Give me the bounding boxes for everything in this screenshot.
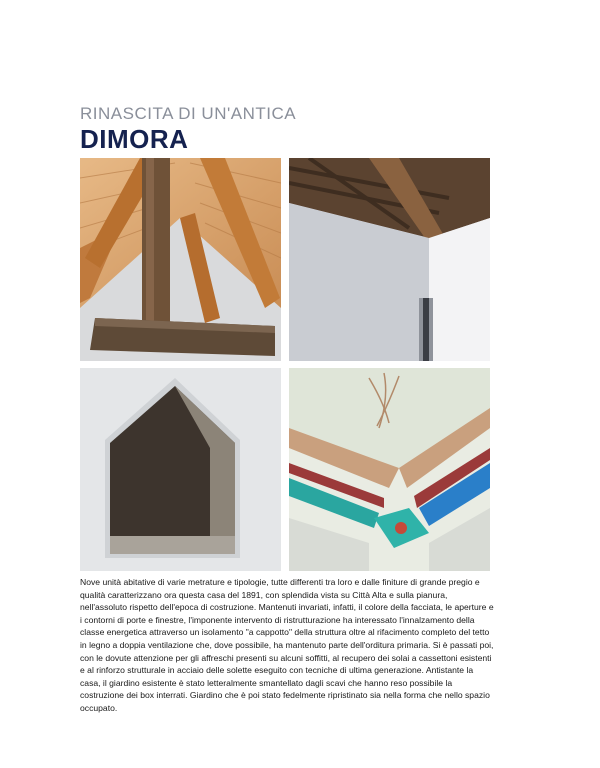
ceiling-beams-room-photo <box>289 158 490 361</box>
article-title: DIMORA <box>80 124 189 154</box>
article-body-text: Nove unità abitative di varie metrature e tipologie, tutte differenti tra loro e dalle finiture di grande pregio e qualità caratterizzano ora questa casa del 1891, con splendida vista su Città Alta e sulla pianura, nell'assoluto rispetto dell'epoca di costruzione. Mantenuti invariati, infatti, il colore della facciata, le aperture e i contorni di porte e finestre, l'imponente intervento di ristrutturazione ha interessato l'innalzamento della classe energetica attraverso un isolamento "a cappotto" della struttura oltre al rifacimento completo del tetto in legno a doppia ventilazione che, dove possibile, ha mantenuto parte dell'orditura primaria. Si è passati poi, con le dovute attenzione per gli affreschi presenti su alcuni soffitti, al recupero dei solai a cassettoni esistenti e al rinforzo strutturale in acciaio delle solette eseguito con tecniche di ultima generazione. Antistante la casa, il giardino esistente è stato letteralmente smantellato dagli scavi che hanno reso possibile la costruzione dei box interrati. Giardino che è poi stato fedelmente ripristinato sia nella forma che nello spazio occupato. <box>80 577 494 713</box>
wall-niche-photo <box>80 368 281 571</box>
wooden-roof-beams-photo <box>80 158 281 361</box>
article-kicker: RINASCITA DI UN'ANTICA <box>80 104 297 123</box>
frescoed-ceiling-photo <box>289 368 490 571</box>
